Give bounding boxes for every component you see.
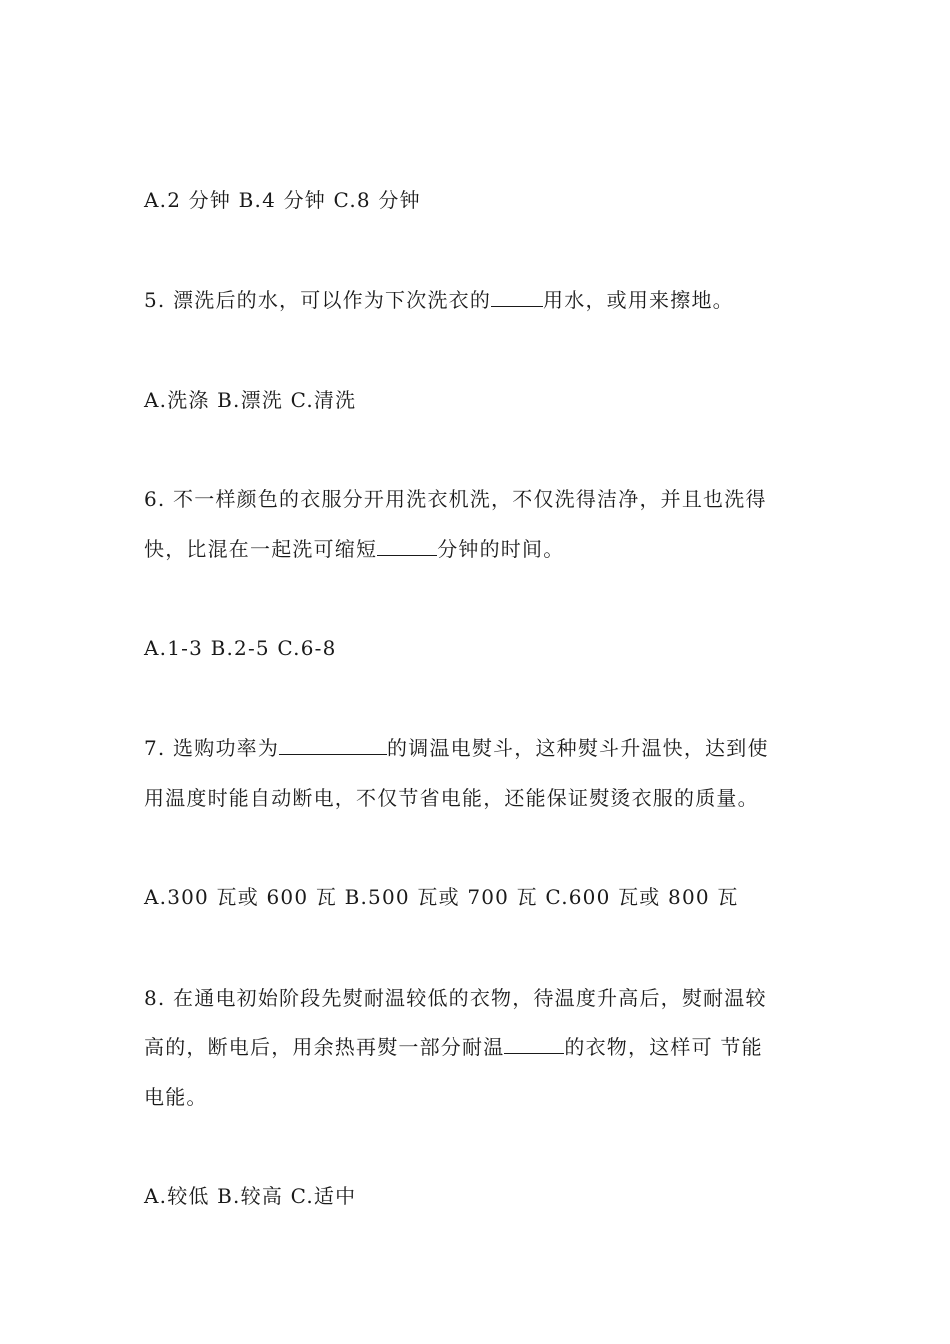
q8-stem-line2: [144, 1034, 814, 1060]
q6-options: [144, 635, 814, 661]
q5-stem-after: 用水，或用来擦地。: [543, 288, 734, 312]
q4-options-text: A.2 分钟 B.4 分钟 C.8 分钟: [144, 188, 421, 212]
q7-options-text: A.300 瓦或 600 瓦 B.500 瓦或 700 瓦 C.600 瓦或 800 瓦: [144, 885, 739, 909]
q8-stem-line3: [144, 1084, 814, 1110]
q5-stem-before: 5. 漂洗后的水，可以作为下次洗衣的: [144, 288, 492, 312]
q4-options: [144, 187, 814, 213]
q6-options-text: A.1-3 B.2-5 C.6-8: [144, 636, 337, 660]
q8-line2-before: 高的，断电后，用余热再熨一部分耐温: [144, 1035, 505, 1059]
q6-stem-line2: [144, 536, 814, 562]
q7-stem-line1: [144, 735, 814, 761]
q8-blank: [504, 1037, 564, 1054]
q7-line2-text: 用温度时能自动断电，不仅节省电能，还能保证熨烫衣服的质量。: [144, 786, 759, 810]
q5-stem: [144, 287, 814, 313]
q8-line3-text: 电能。: [144, 1085, 208, 1109]
q5-options: [144, 387, 814, 413]
q8-options-text: A.较低 B.较高 C.适中: [144, 1184, 357, 1208]
q5-blank: [491, 290, 543, 307]
q6-stem-line1: [144, 486, 814, 512]
q8-line1-text: 8. 在通电初始阶段先熨耐温较低的衣物，待温度升高后，熨耐温较: [144, 986, 767, 1010]
q6-line1-text: 6. 不一样颜色的衣服分开用洗衣机洗，不仅洗得洁净，并且也洗得: [144, 487, 767, 511]
q6-line2-after: 分钟的时间。: [437, 537, 565, 561]
q8-stem-line1: [144, 985, 814, 1011]
q7-blank: [279, 738, 387, 755]
q8-options: [144, 1183, 814, 1209]
q8-line2-after: 的衣物，这样可 节能: [564, 1035, 763, 1059]
q6-line2-before: 快，比混在一起洗可缩短: [144, 537, 378, 561]
q6-blank: [377, 539, 437, 556]
q7-options: [144, 884, 814, 910]
q7-line1-before: 7. 选购功率为: [144, 736, 280, 760]
q7-stem-line2: [144, 785, 814, 811]
q7-line1-after: 的调温电熨斗，这种熨斗升温快，达到使: [387, 736, 769, 760]
q5-options-text: A.洗涤 B.漂洗 C.清洗: [144, 388, 357, 412]
